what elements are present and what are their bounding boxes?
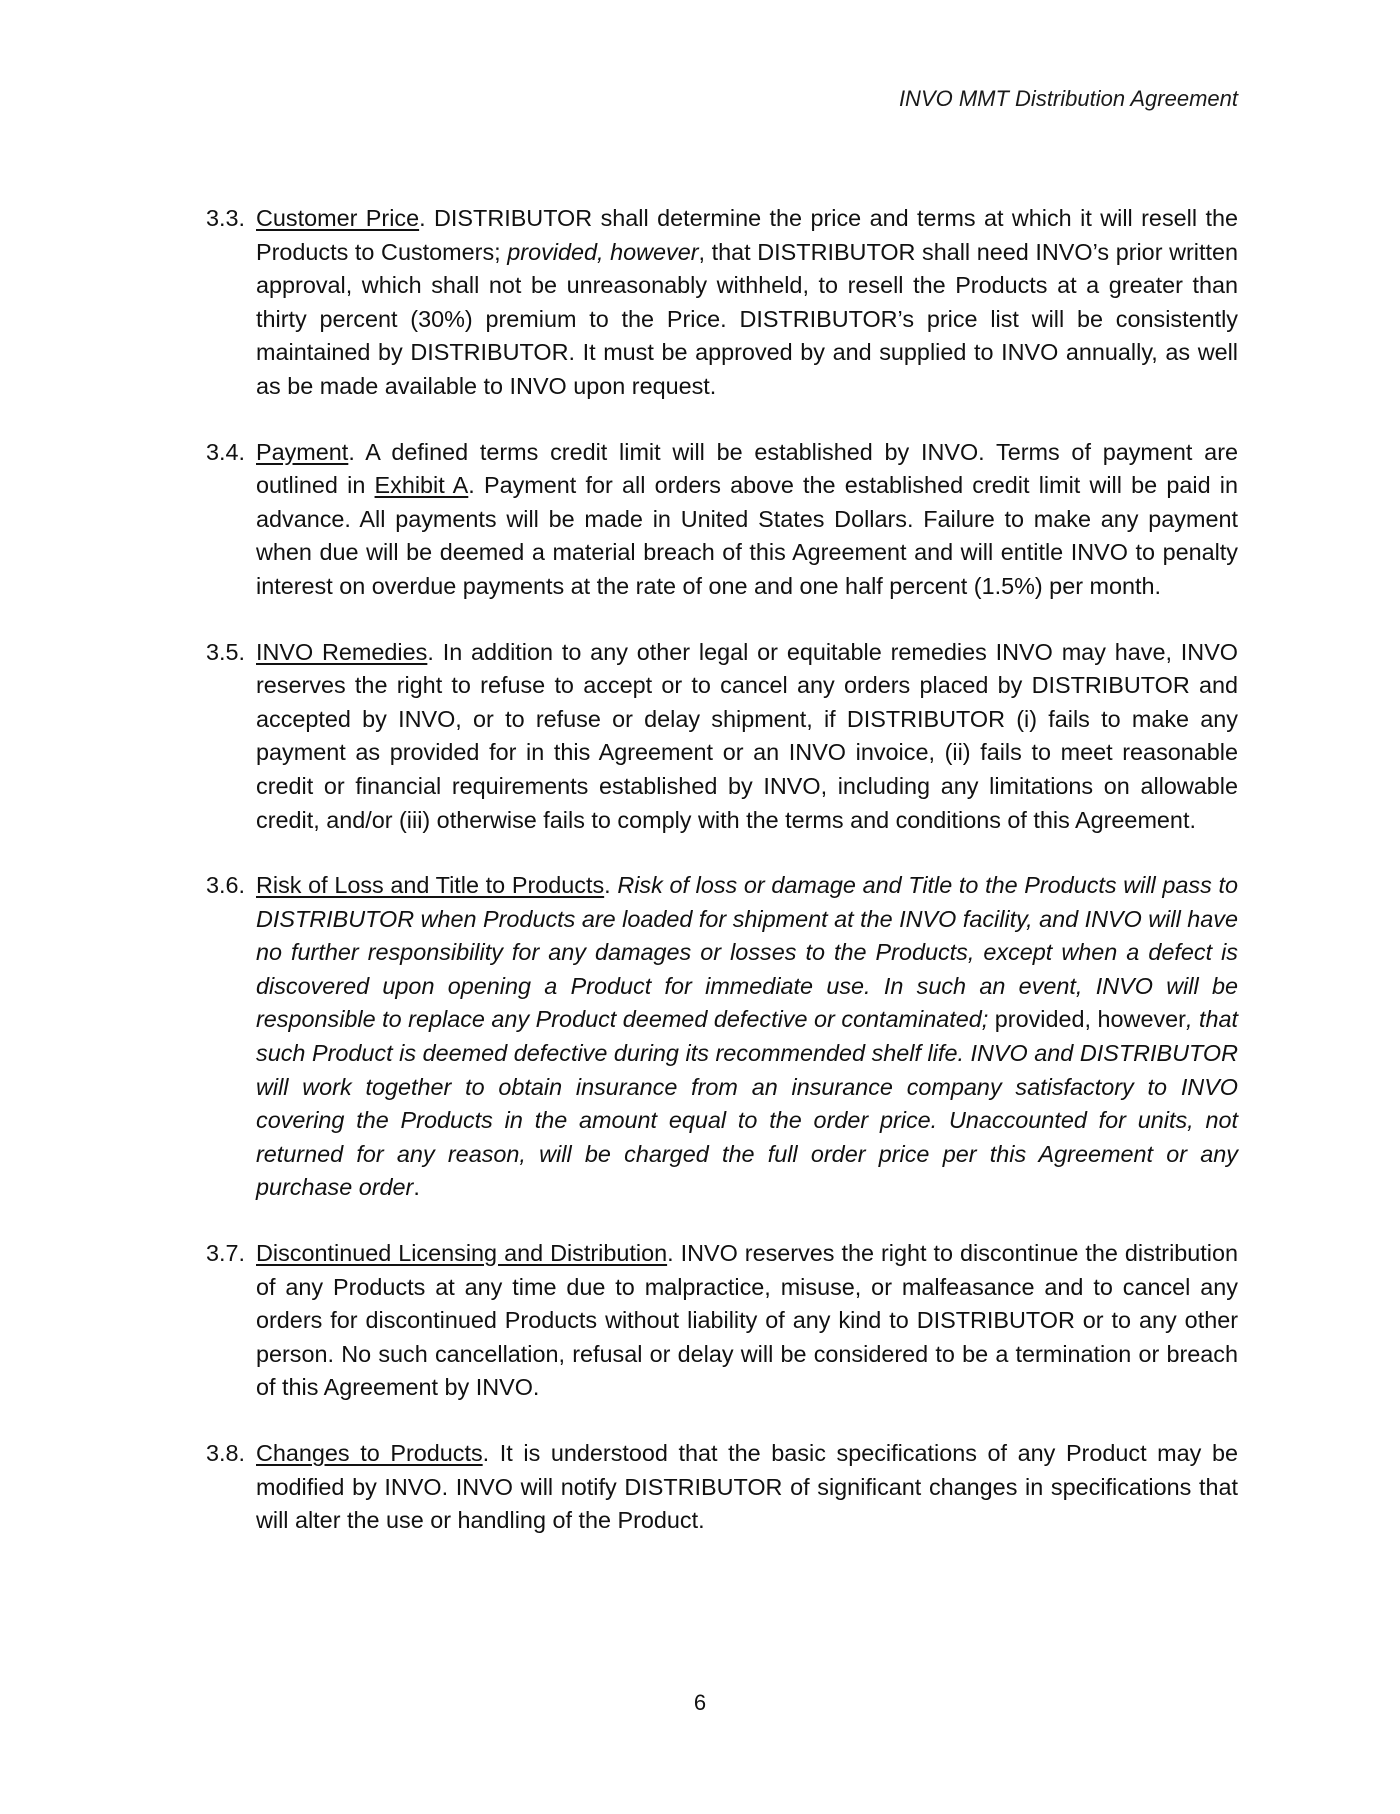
section-text-italic: Risk of loss or damage and Title to the Products will pass to DISTRIBUTOR when Products are loaded for shipment at the INVO facility, and INVO will have no further responsibility for any damages or losses to the Products, except when a defect is discovered upon opening a Product for immediate use. In such an event, INVO will be responsible to replace any Product deemed defective or contaminated; [256,872,1238,1033]
section-text: , that DISTRIBUTOR shall need INVO’s prior written approval, which shall not be unreasonably withheld, to resell the Products at a greater than thirty percent (30%) premium to the Price. DISTRIBUTOR’s price list will be consistently maintained by DISTRIBUTOR. It must be approved by and supplied to INVO annually, as well as be made available to INVO upon request. [256,238,1238,399]
section-title: Payment [256,438,349,465]
section-text-italic: provided, however [507,238,699,265]
section-number: 3.3. [206,205,246,231]
section-text: . [413,1174,420,1201]
section-number: 3.8. [206,1440,246,1466]
section-title: Changes to Products [256,1440,483,1466]
section-3-5-invo-remedies [206,636,1238,838]
section-text-italic: , that such Product is deemed defective during its recommended shelf life. INVO and DISTRIBUTOR will work together to obtain insurance from an insurance company satisfactory to INVO covering the Products in the amount equal to the order price. Unaccounted for units, not returned for any reason, will be charged the full order price per this Agreement or any purchase order [256,1006,1238,1201]
section-3-3-customer-price [206,202,1238,404]
section-number: 3.5. [206,638,246,665]
section-text: . Payment for all orders above the established credit limit will be paid in advance. All payments will be made in United States Dollars. Failure to make any payment when due will be deemed a material breach of this Agreement and will entitle INVO to penalty interest on overdue payments at the rate of one and one half percent (1.5%) per month. [256,472,1239,599]
section-number: 3.6. [206,872,246,899]
section-3-6-risk-of-loss [206,869,1238,1205]
running-header: INVO MMT Distribution Agreement [898,86,1238,111]
section-text: . It is understood that the basic specifications of any Product may be modified by INVO. INVO will notify DISTRIBUTOR of significant changes in specifications that will alter the use or handling of the Product. [256,1440,1238,1534]
section-title: Customer Price [256,205,420,231]
section-title: INVO Remedies [256,638,428,665]
exhibit-reference: Exhibit A [374,472,469,499]
section-text: provided, however [988,1006,1186,1033]
document-body [206,202,1238,1570]
section-title: Discontinued Licensing and Distribution [256,1240,668,1267]
section-3-8-changes-to-products [206,1437,1238,1538]
section-number: 3.7. [206,1240,246,1267]
page-number: 6 [693,1690,707,1715]
section-text: . DISTRIBUTOR shall determine the price and terms at which it will resell the Products to Customers; [256,205,1238,265]
section-title: Risk of Loss and Title to Products [256,872,605,899]
section-text: . In addition to any other legal or equitable remedies INVO may have, INVO reserves the right to refuse to accept or to cancel any orders placed by DISTRIBUTOR and accepted by INVO, or to refuse or delay shipment, if DISTRIBUTOR (i) fails to make any payment as provided for in this Agreement or an INVO invoice, (ii) fails to meet reasonable credit or financial requirements established by INVO, including any limitations on allowable credit, and/or (iii) otherwise fails to comply with the terms and conditions of this Agreement. [256,638,1238,833]
section-text: . [604,872,611,899]
section-text: . A defined terms credit limit will be established by INVO. Terms of payment are outlined in [256,438,1238,499]
section-3-7-discontinued-licensing [206,1237,1238,1405]
section-number: 3.4. [206,438,246,465]
section-text: . INVO reserves the right to discontinue the distribution of any Products at any time due to malpractice, misuse, or malfeasance and to cancel any orders for discontinued Products without liability of any kind to DISTRIBUTOR or to any other person. No such cancellation, refusal or delay will be considered to be a termination or breach of this Agreement by INVO. [256,1240,1238,1401]
section-3-4-payment [206,436,1238,604]
